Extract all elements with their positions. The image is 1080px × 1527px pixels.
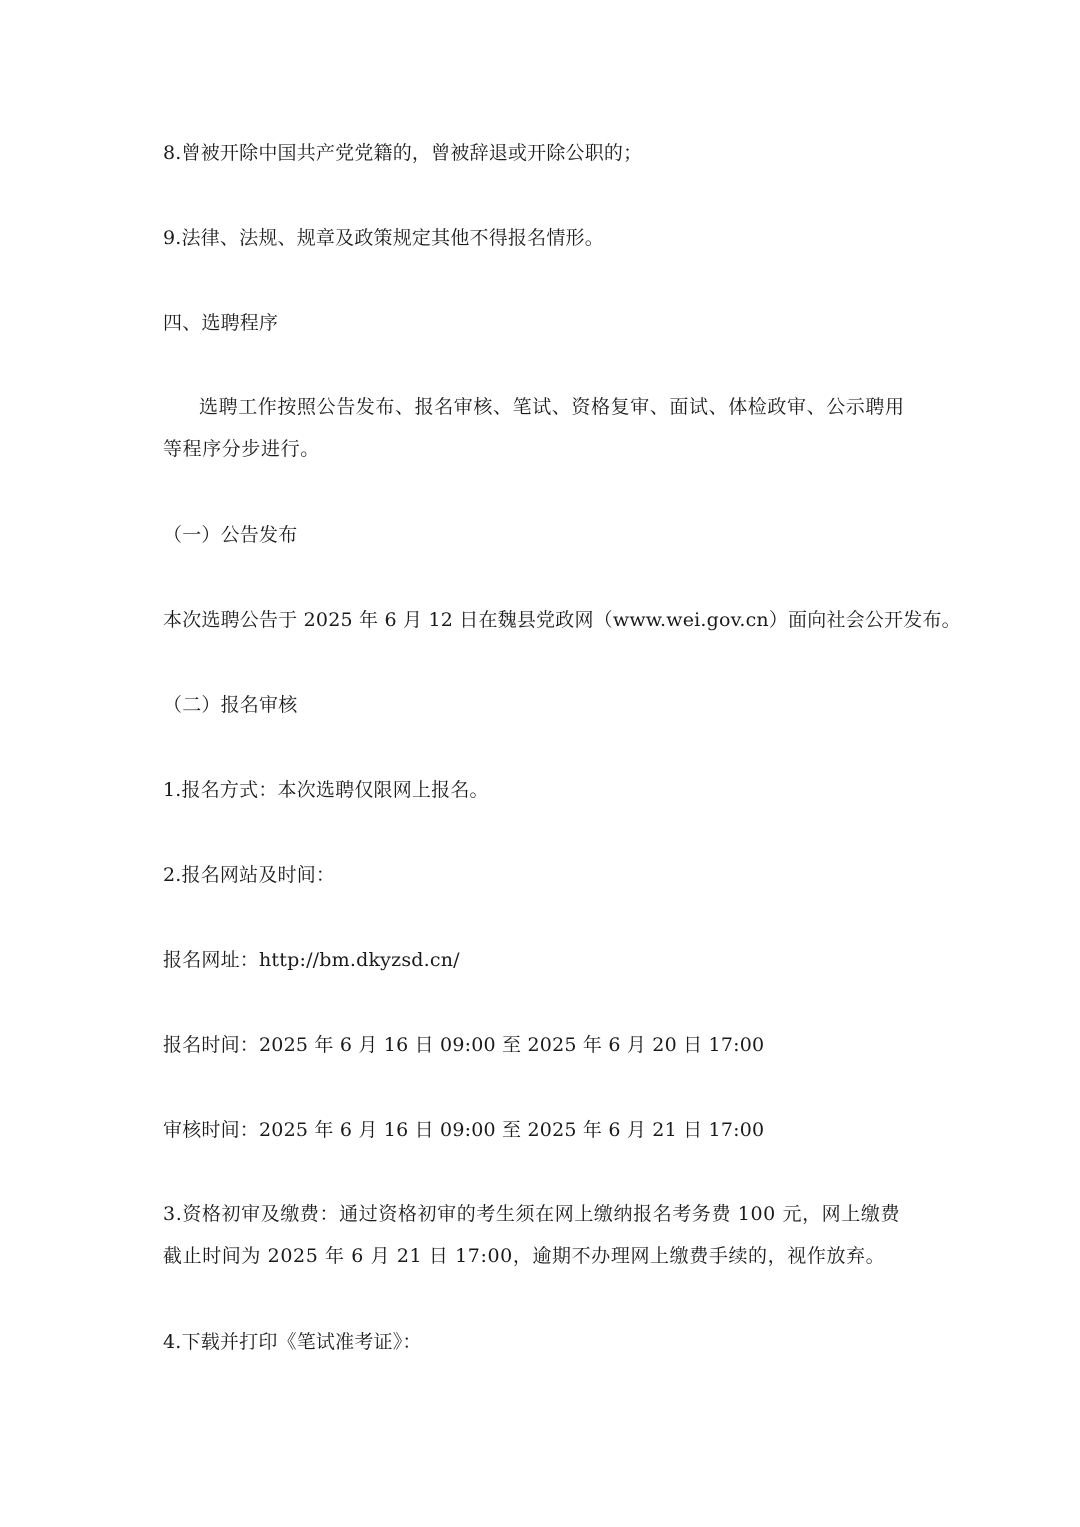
paragraph: 报名网址：http://bm.dkyzsd.cn/ [163, 949, 460, 971]
list-item: 8.曾被开除中国共产党党籍的，曾被辞退或开除公职的； [163, 142, 643, 164]
paragraph: 审核时间：2025 年 6 月 16 日 09:00 至 2025 年 6 月 21 日 17:00 [163, 1119, 765, 1141]
paragraph: 本次选聘公告于 2025 年 6 月 12 日在魏县党政网（www.wei.gov.cn）面向社会公开发布。 [163, 609, 961, 631]
paragraph: 报名时间：2025 年 6 月 16 日 09:00 至 2025 年 6 月 20 日 17:00 [163, 1034, 765, 1056]
subsection-heading: （二）报名审核 [163, 694, 298, 716]
list-item: 3.资格初审及缴费：通过资格初审的考生须在网上缴纳报名考务费 100 元，网上缴费截止时间为 2025 年 6 月 21 日 17:00，逾期不办理网上缴费手续的，视作放弃。 [163, 1203, 901, 1267]
list-item: 9.法律、法规、规章及政策规定其他不得报名情形。 [163, 227, 604, 249]
list-item: 2.报名网站及时间： [163, 864, 336, 886]
section-heading: 四、选聘程序 [163, 312, 279, 334]
paragraph: 选聘工作按照公告发布、报名审核、笔试、资格复审、面试、体检政审、公示聘用等程序分步进行。 [163, 396, 905, 460]
list-item: 4.下载并打印《笔试准考证》： [163, 1331, 422, 1353]
list-item: 1.报名方式：本次选聘仅限网上报名。 [163, 779, 489, 801]
subsection-heading: （一）公告发布 [163, 524, 298, 546]
